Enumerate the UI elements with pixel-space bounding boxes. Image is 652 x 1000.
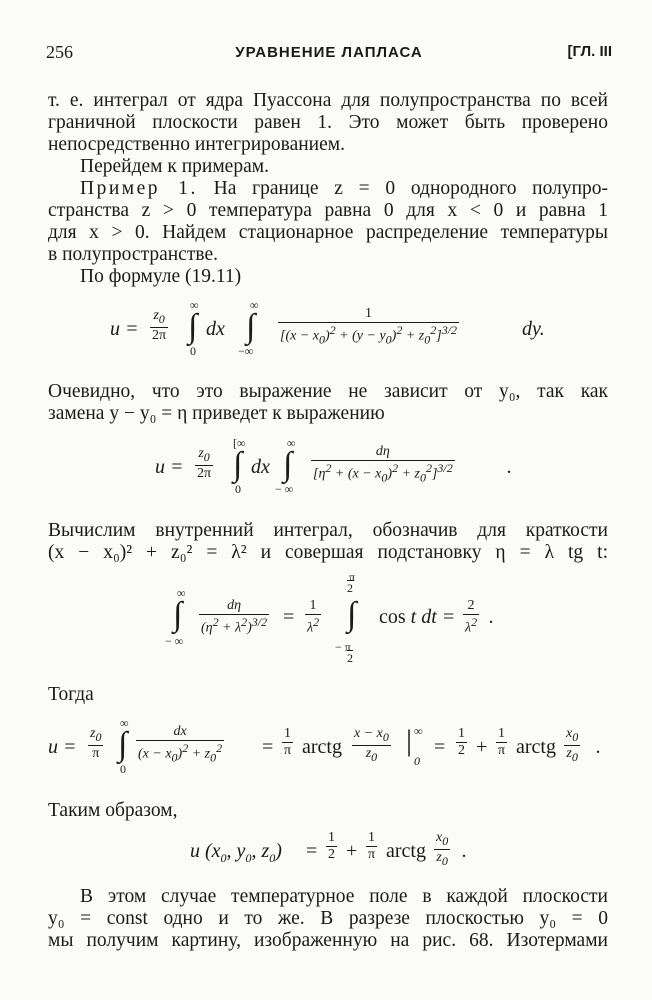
- text-line: Очевидно, что это выражение не зависит от y₀, так как: [48, 381, 608, 402]
- text-line: в полупространстве.: [48, 244, 218, 265]
- text-line: Перейдем к примерам.: [80, 156, 269, 177]
- text-line: для x > 0. Найдем стационарное распределение температуры: [48, 222, 608, 243]
- running-title: УРАВНЕНИЕ ЛАПЛАСА: [235, 44, 423, 61]
- text-line: т. е. интеграл от ядра Пуассона для полупространства по всей: [48, 90, 608, 111]
- text-line: замена y − y₀ = η приведет к выражению: [48, 403, 385, 424]
- running-header: [46, 42, 612, 68]
- text-line: В этом случае температурное поле в каждой плоскости: [80, 886, 608, 907]
- page-number: 256: [46, 42, 73, 62]
- equation-4: u = $\frac{z_0}{\pi}$ ∞ ∫ 0 $\frac{dx}{(x - x_0)^2 + z_0^2}$ = $\frac{1}{\pi}$ arctg $\frac{x - x_0}{z_0}$ | ∞ 0 = $\frac{1}{2}$ + $\frac{1}{\pi}$ arctg $\frac{x_0}{z_0}$ .: [48, 716, 601, 776]
- text-line: мы получим картину, изображенную на рис. 68. Изотермами: [48, 930, 608, 951]
- text-fragment: На границе z = 0 однородного полупро-: [213, 178, 609, 199]
- text-line: странства z > 0 температура равна 0 для x < 0 и равна 1: [48, 200, 608, 221]
- text-line: По формуле (19.11): [80, 266, 242, 287]
- example-heading-line: [80, 178, 608, 200]
- text-line: y₀ = const одно и то же. В разрезе плоскостью y₀ = 0: [48, 908, 608, 929]
- chapter-label: [ГЛ. III: [567, 43, 612, 60]
- equation-2: u = $\frac{z_0}{2\pi}$ [∞ ∫ 0 dx ∞ ∫ − ∞ $\frac{d\eta}{[\eta^2 + (x - x_0)^2 + z_0^2]^{3/2}}$ .: [155, 436, 512, 496]
- text-line: Вычислим внутренний интеграл, обозначив для краткости: [48, 520, 608, 541]
- text-line: непосредственно интегрированием.: [48, 134, 345, 155]
- text-line: Тогда: [48, 684, 94, 705]
- equation-5: u ($x_0$, $y_0$, $z_0$) = $\frac{1}{2}$ + $\frac{1}{\pi}$ arctg $\frac{x_0}{z_0}$ .: [190, 830, 467, 868]
- equation-1: u = $\frac{z_0}{2\pi}$ ∞ ∫ 0 dx ∞ ∫ −∞ $\frac{1}{[(x - x_0)^2 + (y - y_0)^2 + z_0^2]^{3/2}}$ dy.: [110, 298, 545, 358]
- text-line: Таким образом,: [48, 800, 178, 821]
- equation-3: ∞ ∫ − ∞ $\frac{d\eta}{(\eta^2 + \lambda^2)^{3/2}}$ = $\frac{1}{\lambda^2}$ π 2 ∫ − π 2 cos t dt = $\frac{2}{\lambda^2}$ .: [165, 570, 494, 665]
- text-line: (x − x₀)² + z₀² = λ² и совершая подстановку η = λ tg t:: [48, 542, 608, 563]
- text-line: граничной плоскости равен 1. Это может быть проверено: [48, 112, 608, 133]
- example-label: Пример 1.: [80, 178, 198, 199]
